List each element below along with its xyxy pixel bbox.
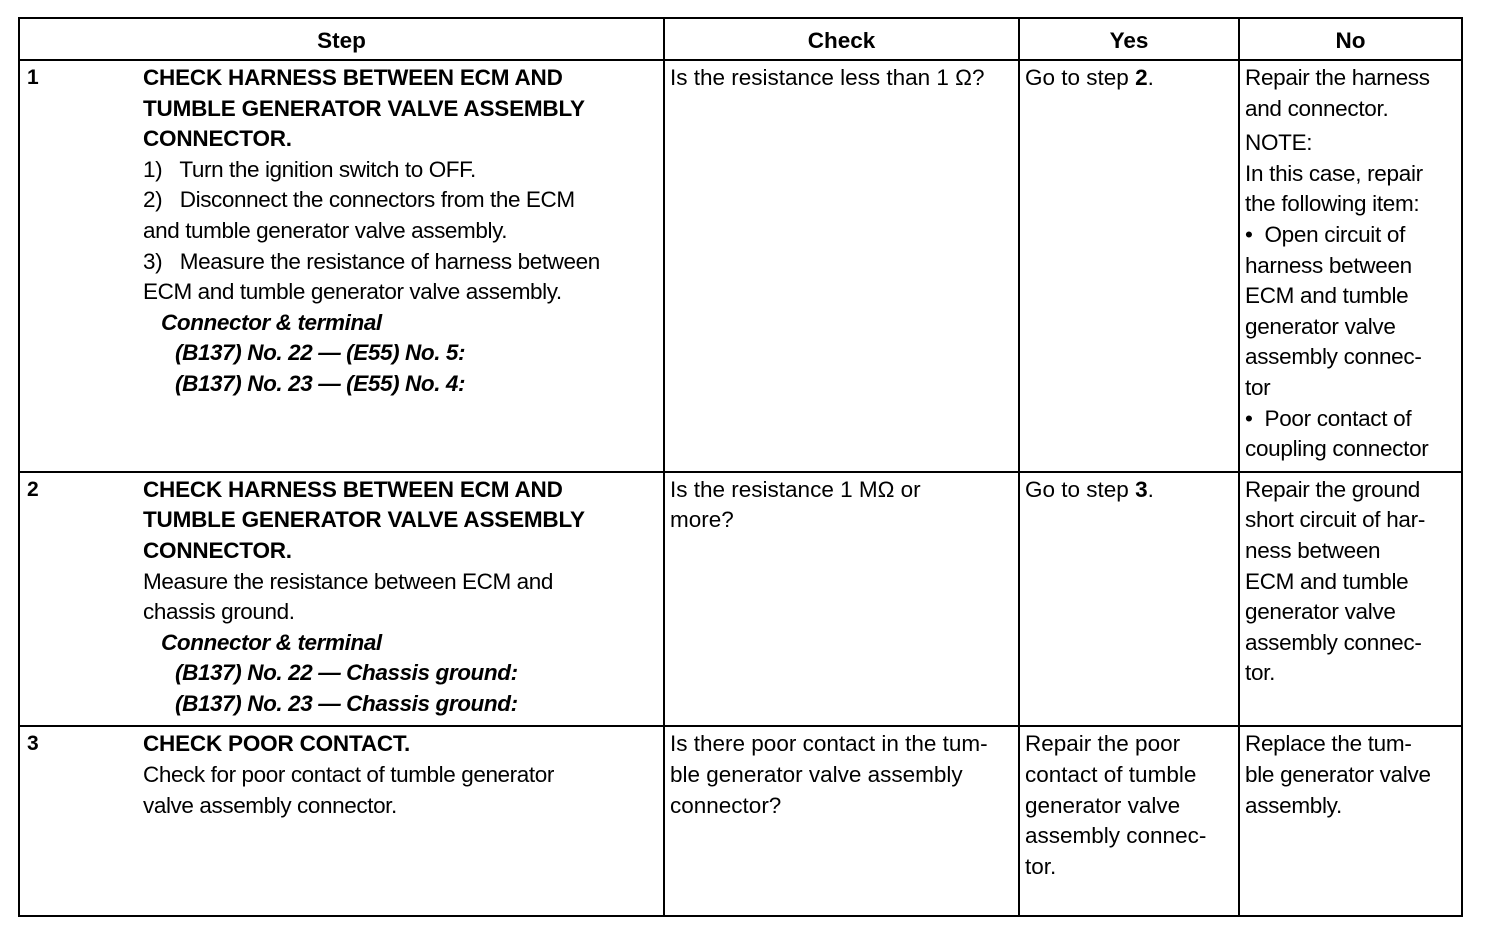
connector-line: (B137) No. 22 — Chassis ground: [175,660,518,686]
yes-line: Repair the poor [1025,731,1181,757]
step-number: 2 [27,477,39,501]
connector-title: Connector & terminal [161,309,382,335]
step-body [143,729,658,821]
note-line: the following item: [1245,191,1420,217]
no-line: tor. [1245,660,1276,686]
bullet-item [1245,404,1456,465]
check-cell [664,472,1019,727]
no-cell [1239,60,1462,472]
step-number: 3 [27,732,39,756]
no-line: generator valve [1245,599,1396,625]
step-title-line: TUMBLE GENERATOR VALVE ASSEMBLY [143,507,585,533]
no-line: assembly. [1245,792,1342,818]
no-cell [1239,472,1462,727]
connector-line: (B137) No. 22 — (E55) No. 5: [175,340,466,366]
table-row [19,60,1462,472]
bullet-line: • Open circuit of [1245,220,1456,251]
step-cell [19,60,664,472]
instruction-line: Check for poor contact of tumble generator [143,762,554,788]
bullet-line: generator valve [1245,313,1396,339]
yes-suffix: . [1147,65,1154,90]
yes-prefix: Go to step [1025,476,1136,502]
yes-step-number: 3 [1135,476,1148,502]
yes-step-number: 2 [1135,65,1148,90]
no-line: Repair the harness [1245,65,1430,90]
step-body [143,475,658,720]
step-cell [19,472,664,727]
step-title-line: CONNECTOR. [143,126,292,152]
diagnostic-table [18,17,1463,917]
connector-line: (B137) No. 23 — Chassis ground: [175,690,518,716]
check-line: Is there poor contact in the tum- [670,731,988,757]
yes-prefix: Go to step [1025,65,1136,90]
note-label: NOTE: [1245,130,1313,156]
check-line: more? [670,507,734,533]
bullet-line: ECM and tumble [1245,283,1409,309]
step-cell [19,726,664,916]
bullet-item [1245,220,1456,404]
yes-text [1025,63,1233,94]
yes-suffix: . [1147,476,1154,502]
table-row [19,726,1462,916]
check-cell [664,726,1019,916]
no-line: Replace the tum- [1245,731,1412,757]
bullet-line: • Poor contact of [1245,404,1456,435]
yes-cell [1019,472,1239,727]
check-text: Is the resistance less than 1 Ω? [670,65,985,90]
connector-title: Connector & terminal [161,629,382,655]
check-line: ble generator valve assembly [670,762,963,788]
instruction-line: and tumble generator valve assembly. [143,217,508,243]
no-cell [1239,726,1462,916]
no-line: and connector. [1245,95,1389,121]
step-title-line: TUMBLE GENERATOR VALVE ASSEMBLY [143,95,585,121]
no-line: ness between [1245,537,1381,563]
step-body [143,63,658,400]
connector-line: (B137) No. 23 — (E55) No. 4: [175,370,466,396]
table-row [19,472,1462,727]
step-title [143,63,658,155]
yes-text [1025,475,1233,506]
header-no: No [1239,18,1462,60]
instruction-line: 3) Measure the resistance of harness between [143,248,600,274]
step-title [143,729,658,760]
yes-line: tor. [1025,853,1057,879]
bullet-line: coupling connector [1245,436,1429,462]
bullet-line: harness between [1245,252,1412,278]
yes-line: assembly connec- [1025,823,1207,849]
no-line: short circuit of har- [1245,507,1426,533]
no-line: ble generator valve [1245,762,1431,788]
note-line: In this case, repair [1245,160,1423,186]
step-number: 1 [27,66,39,89]
step-title-line: CONNECTOR. [143,537,292,563]
check-line: connector? [670,792,782,818]
no-line: ECM and tumble [1245,568,1409,594]
bullet-line: assembly connec- [1245,344,1422,370]
header-row [19,18,1462,60]
no-line: assembly connec- [1245,629,1422,655]
check-cell [664,60,1019,472]
no-line: Repair the ground [1245,476,1421,502]
instruction-line: Measure the resistance between ECM and [143,568,554,594]
instruction-line: 2) Disconnect the connectors from the ECM [143,187,575,213]
instruction-line: valve assembly connector. [143,792,397,818]
header-step: Step [19,18,664,60]
header-check: Check [664,18,1019,60]
yes-line: generator valve [1025,792,1181,818]
instruction-line: 1) Turn the ignition switch to OFF. [143,156,476,182]
step-title-line: CHECK HARNESS BETWEEN ECM AND [143,476,563,502]
yes-cell [1019,60,1239,472]
check-line: Is the resistance 1 MΩ or [670,476,921,502]
step-title-line: CHECK POOR CONTACT. [143,731,411,757]
instruction-line: ECM and tumble generator valve assembly. [143,279,562,305]
yes-cell [1019,726,1239,916]
header-yes: Yes [1019,18,1239,60]
step-title [143,475,658,567]
bullet-line: tor [1245,374,1271,400]
yes-line: contact of tumble [1025,762,1197,788]
step-title-line: CHECK HARNESS BETWEEN ECM AND [143,65,563,90]
instruction-line: chassis ground. [143,599,295,625]
